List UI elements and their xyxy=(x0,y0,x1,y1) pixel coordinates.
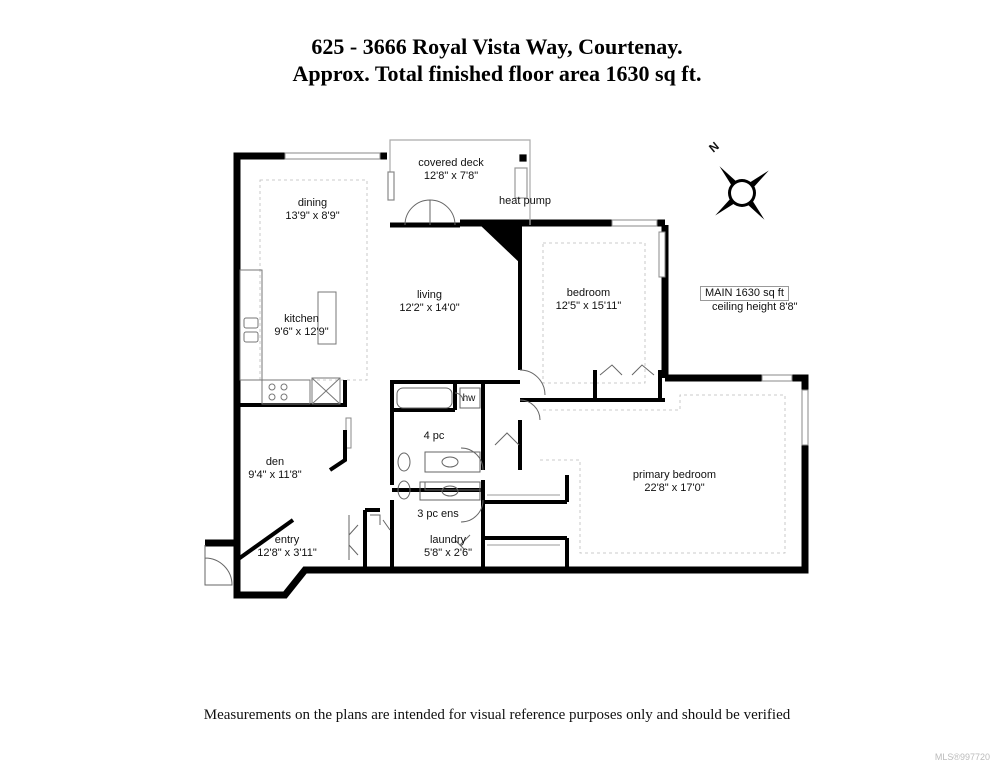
info-box xyxy=(700,286,820,314)
room-name: primary bedroom xyxy=(632,469,717,481)
plan-title-area: Approx. Total finished floor area 1630 sq ft. xyxy=(292,61,702,86)
window-primary-east xyxy=(802,390,808,445)
room-name: bedroom xyxy=(566,287,611,299)
bathtub-4pc xyxy=(397,388,452,408)
room-hw: hw xyxy=(462,393,476,404)
room-dims: 22'8" x 17'0" xyxy=(644,482,705,494)
room-dims: 5'8" x 2'6" xyxy=(423,547,473,559)
info-main: MAIN 1630 sq ft xyxy=(700,286,789,301)
room-name: kitchen xyxy=(284,313,319,325)
room-dims: 12'2" x 14'0" xyxy=(399,302,460,314)
room-name: laundry xyxy=(429,534,467,546)
disclaimer-text: Measurements on the plans are intended for visual reference purposes only and should be verified xyxy=(203,707,791,723)
room-heat-pump: heat pump xyxy=(499,195,551,207)
bedroom-guide xyxy=(543,243,645,383)
compass-rose xyxy=(713,164,772,223)
room-living xyxy=(392,289,467,315)
vanity-4pc xyxy=(425,452,480,472)
plan-title-address: 625 - 3666 Royal Vista Way, Courtenay. xyxy=(311,34,683,59)
window-bedroom-north xyxy=(612,220,657,226)
kitchen-counter-west xyxy=(240,270,262,380)
room-name: covered deck xyxy=(418,157,484,169)
room-dims: 12'5" x 15'11" xyxy=(555,300,622,312)
room-bedroom xyxy=(546,287,631,313)
mls-watermark: MLS®997720 xyxy=(934,752,990,762)
room-dims: 12'8" x 3'11" xyxy=(257,547,317,559)
room-dims: 9'6" x 12'9" xyxy=(274,326,329,338)
window-primary-north xyxy=(762,375,792,381)
deck-doors xyxy=(405,200,455,225)
room-covered-deck xyxy=(406,157,496,183)
room-dims: 13'9" x 8'9" xyxy=(285,210,340,222)
wall-wedge xyxy=(480,225,522,265)
room-primary-bedroom xyxy=(612,469,737,495)
door-bedroom xyxy=(520,370,545,395)
room-dims: 9'4" x 11'8" xyxy=(248,469,302,481)
door-entry xyxy=(205,545,232,585)
room-laundry xyxy=(418,534,478,560)
compass-north-label: N xyxy=(706,138,722,156)
window-bedroom-east xyxy=(659,232,665,277)
info-ceiling: ceiling height 8'8" xyxy=(712,301,798,313)
toilet-4pc xyxy=(398,453,410,471)
door-hall xyxy=(520,400,540,420)
room-dims: 12'8" x 7'8" xyxy=(423,170,479,182)
closet-hall xyxy=(495,433,519,445)
room-4pc: 4 pc xyxy=(423,430,445,442)
room-3pc-ens: 3 pc ens xyxy=(417,508,459,520)
room-entry xyxy=(252,534,322,560)
room-name: entry xyxy=(274,534,300,546)
window-dining xyxy=(285,153,380,159)
room-name: dining xyxy=(297,197,328,209)
room-den xyxy=(240,456,310,482)
room-kitchen xyxy=(264,313,339,339)
room-name: living xyxy=(416,289,443,301)
kitchen-counter-south xyxy=(262,380,310,404)
closet-bedroom xyxy=(600,365,654,375)
room-dining xyxy=(275,197,350,223)
room-guides xyxy=(260,180,785,553)
room-name: den xyxy=(265,456,285,468)
